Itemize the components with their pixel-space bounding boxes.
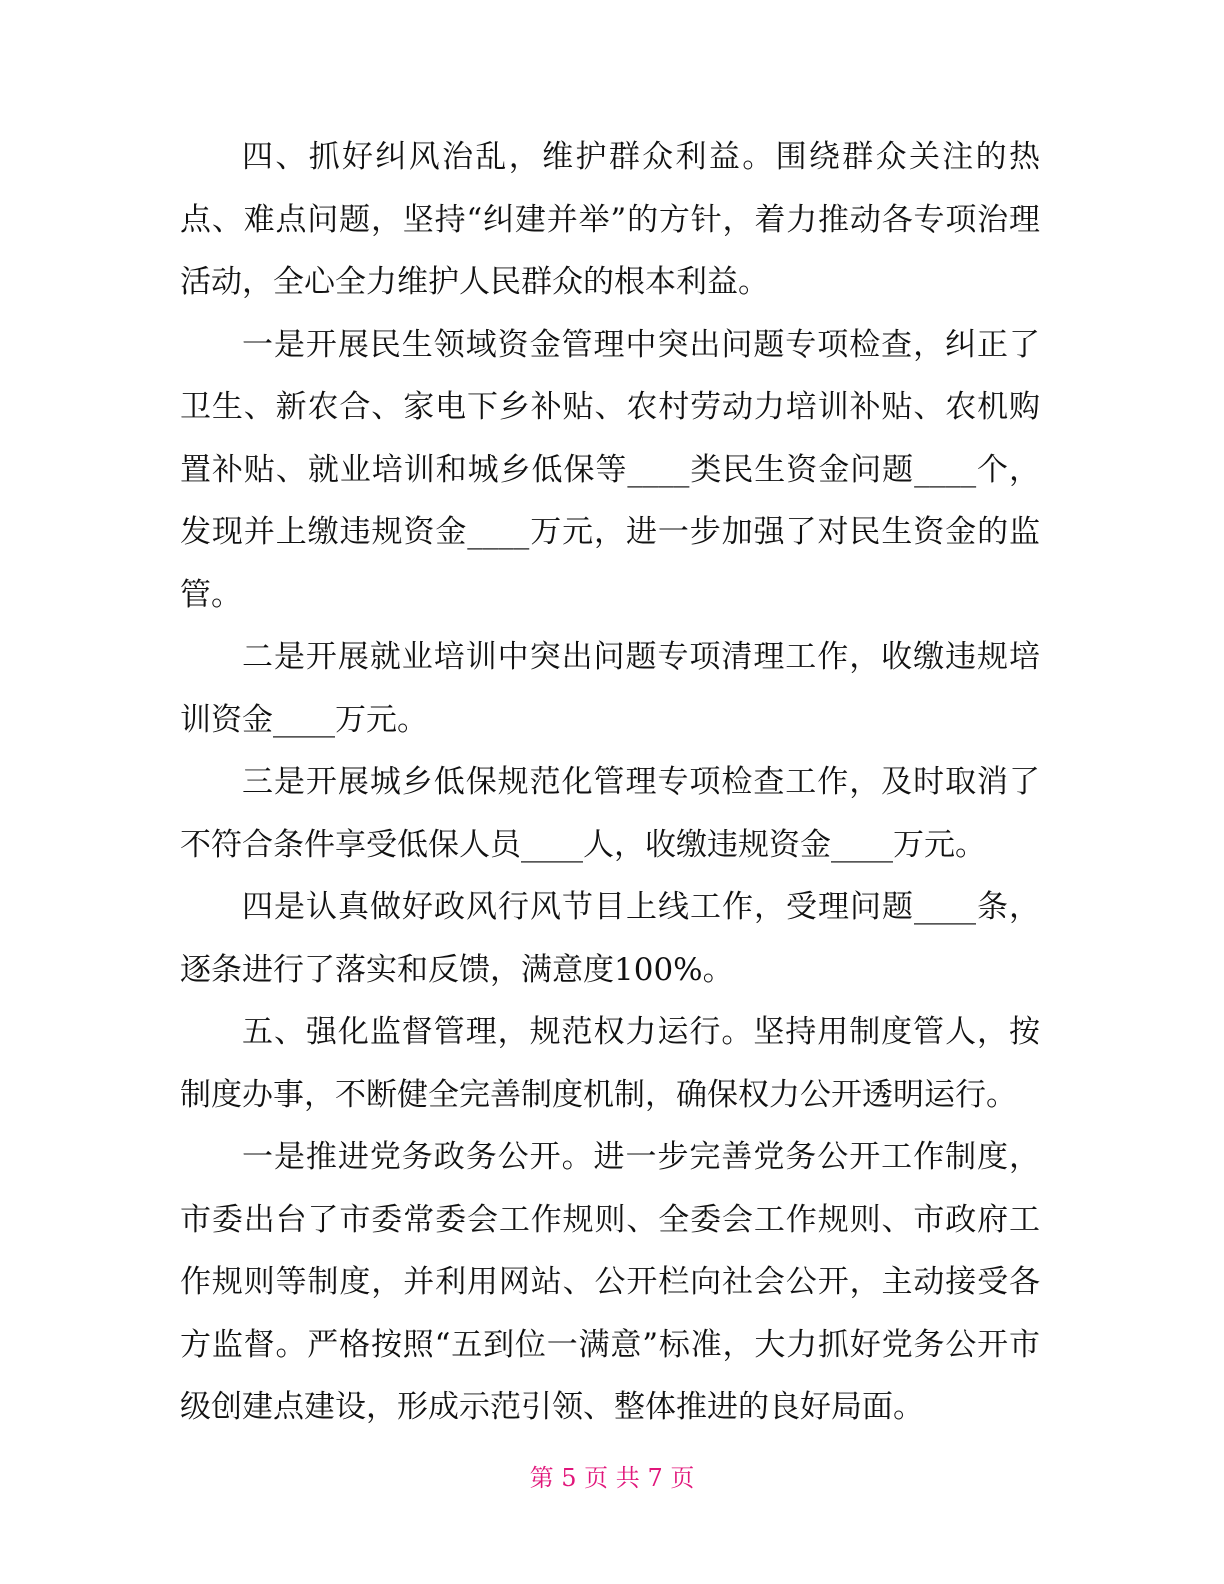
document-body [180, 126, 1040, 1439]
paragraph-section-five: 五、强化监督管理，规范权力运行。坚持用制度管人，按制度办事，不断健全完善制度机制，确保权力公开透明运行。 [180, 1014, 1040, 1113]
paragraph-item-four: 四是认真做好政风行风节目上线工作，受理问题____条，逐条进行了落实和反馈，满意度100%。 [180, 889, 1040, 988]
paragraph-item-one: 一是开展民生领域资金管理中突出问题专项检查，纠正了卫生、新农合、家电下乡补贴、农村劳动力培训补贴、农机购置补贴、就业培训和城乡低保等____类民生资金问题____个，发现并上缴违规资金____万元，进一步加强了对民生资金的监管。 [180, 326, 1040, 613]
paragraph-section-four: 四、抓好纠风治乱，维护群众利益。围绕群众关注的热点、难点问题，坚持“纠建并举”的方针，着力推动各专项治理活动，全心全力维护人民群众的根本利益。 [180, 139, 1040, 300]
paragraph-item-two: 二是开展就业培训中突出问题专项清理工作，收缴违规培训资金____万元。 [180, 639, 1040, 738]
page-number-label: 第 5 页 共 7 页 [529, 1464, 695, 1492]
paragraph-item-one-disclosure: 一是推进党务政务公开。进一步完善党务公开工作制度，市委出台了市委常委会工作规则、全委会工作规则、市政府工作规则等制度，并利用网站、公开栏向社会公开，主动接受各方监督。严格按照“五到位一满意”标准，大力抓好党务公开市级创建点建设，形成示范引领、整体推进的良好局面。 [180, 1139, 1040, 1425]
page-footer [0, 1462, 1224, 1494]
paragraph-item-three: 三是开展城乡低保规范化管理专项检查工作，及时取消了不符合条件享受低保人员____人，收缴违规资金____万元。 [180, 764, 1040, 863]
